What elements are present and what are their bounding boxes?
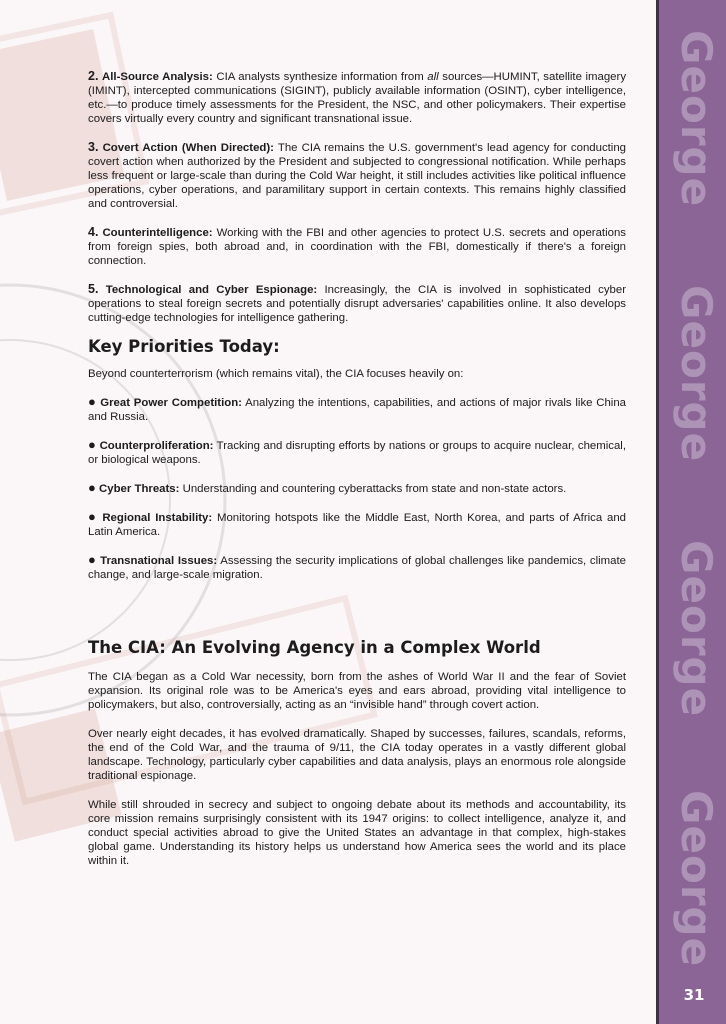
bullet-icon: ●: [88, 437, 97, 452]
bullet-icon: ●: [88, 552, 97, 567]
item-text: Tracking and disrupting efforts by nations or groups to acquire nuclear, chemical, or biological weapons.: [88, 440, 627, 466]
item-title: Transnational Issues:: [100, 555, 218, 567]
item-text: sources—HUMINT, satellite imagery (IMINT), intercepted communications (SIGINT), publicly available information (OSINT), cyber intelligence, etc.—to produce timely assessments for the President, the NSC, and other policymakers. Their expertise covers virtually every country and significant transnational issue.: [88, 71, 627, 125]
main-content: [88, 69, 626, 868]
item-title: Covert Action (When Directed):: [102, 142, 274, 154]
section-heading: Key Priorities Today:: [88, 337, 280, 356]
item-text: Increasingly, the CIA is involved in sophisticated cyber operations to steal foreign secrets and potentially disrupt adversaries' capabilities online. It also develops cutting-edge technologies for intelligence gathering.: [88, 284, 626, 324]
side-band: [656, 0, 726, 1024]
priority-item: [88, 553, 626, 582]
item-title: Counterintelligence:: [102, 227, 213, 239]
priority-item: [88, 395, 626, 424]
item-text: Assessing the security implications of global challenges like pandemics, climate change, and large-scale migration.: [88, 555, 626, 581]
item-text: Working with the FBI and other agencies to protect U.S. secrets and operations from foreign spies, both abroad and, in coordination with the FBI, domestically if there's a foreign connection.: [88, 227, 626, 267]
item-text: The CIA remains the U.S. government's lead agency for conducting covert action when authorized by the President and subjected to congressional notification. While perhaps less frequent or large-scale than during the Cold War height, it still includes activities like political influence operations, cyber operations, and paramilitary support in certain contexts. This remains highly classified and controversial.: [88, 142, 627, 210]
function-item: [88, 225, 626, 268]
priority-item: [88, 438, 626, 467]
item-title: Counterproliferation:: [99, 440, 214, 452]
bullet-icon: ●: [88, 480, 96, 495]
item-title: All-Source Analysis:: [102, 71, 213, 83]
item-emphasis: all: [427, 71, 439, 83]
item-title: Cyber Threats:: [99, 483, 180, 495]
body-paragraph: Over nearly eight decades, it has evolved dramatically. Shaped by successes, failures, scandals, reforms, the end of the Cold War, and the trauma of 9/11, the CIA today operates in a vastly different global landscape. Technology, particularly cyber capabilities and data analysis, plays an enormous role alongside traditional espionage.: [88, 728, 626, 782]
item-title: Regional Instability:: [102, 512, 213, 524]
item-title: Technological and Cyber Espionage:: [105, 284, 318, 296]
item-number: 3.: [88, 140, 99, 154]
item-text: Understanding and countering cyberattacks from state and non-state actors.: [179, 483, 567, 495]
body-paragraph: The CIA began as a Cold War necessity, born from the ashes of World War II and the fear of Soviet expansion. Its original role was to be America's eyes and ears abroad, providing vital intelligence to policymakers, but also, controversially, acting as an “invisible hand” through covert action.: [88, 671, 626, 711]
item-number: 5.: [88, 282, 99, 296]
page-number: 31: [683, 986, 705, 1004]
priority-item: [88, 510, 626, 539]
side-watermark-name: George: [672, 790, 721, 968]
side-watermark-name: George: [672, 540, 721, 718]
function-item: [88, 282, 626, 325]
body-paragraph: While still shrouded in secrecy and subject to ongoing debate about its methods and accountability, its core mission remains surprisingly consistent with its 1947 origins: to collect intelligence, analyze it, and conduct special activities abroad to give the United States an advantage in that complex, high-stakes global game. Understanding its history helps us understand how America sees the world and its place within it.: [88, 799, 626, 867]
function-item: [88, 69, 626, 126]
item-text: Analyzing the intentions, capabilities, and actions of major rivals like China and Russia.: [88, 397, 627, 423]
section-heading: The CIA: An Evolving Agency in a Complex World: [88, 638, 541, 657]
item-title: Great Power Competition:: [100, 397, 242, 409]
side-watermark-name: George: [672, 30, 721, 208]
item-text: Monitoring hotspots like the Middle East, North Korea, and parts of Africa and Latin America.: [88, 512, 626, 538]
item-text: CIA analysts synthesize information from: [212, 71, 428, 83]
bullet-icon: ●: [88, 509, 98, 524]
item-number: 4.: [88, 225, 99, 239]
priority-item: [88, 481, 626, 496]
bullet-icon: ●: [88, 394, 97, 409]
side-watermark-name: George: [672, 285, 721, 463]
function-item: [88, 140, 626, 211]
intro-text: Beyond counterterrorism (which remains vital), the CIA focuses heavily on:: [88, 368, 464, 380]
item-number: 2.: [88, 69, 99, 83]
